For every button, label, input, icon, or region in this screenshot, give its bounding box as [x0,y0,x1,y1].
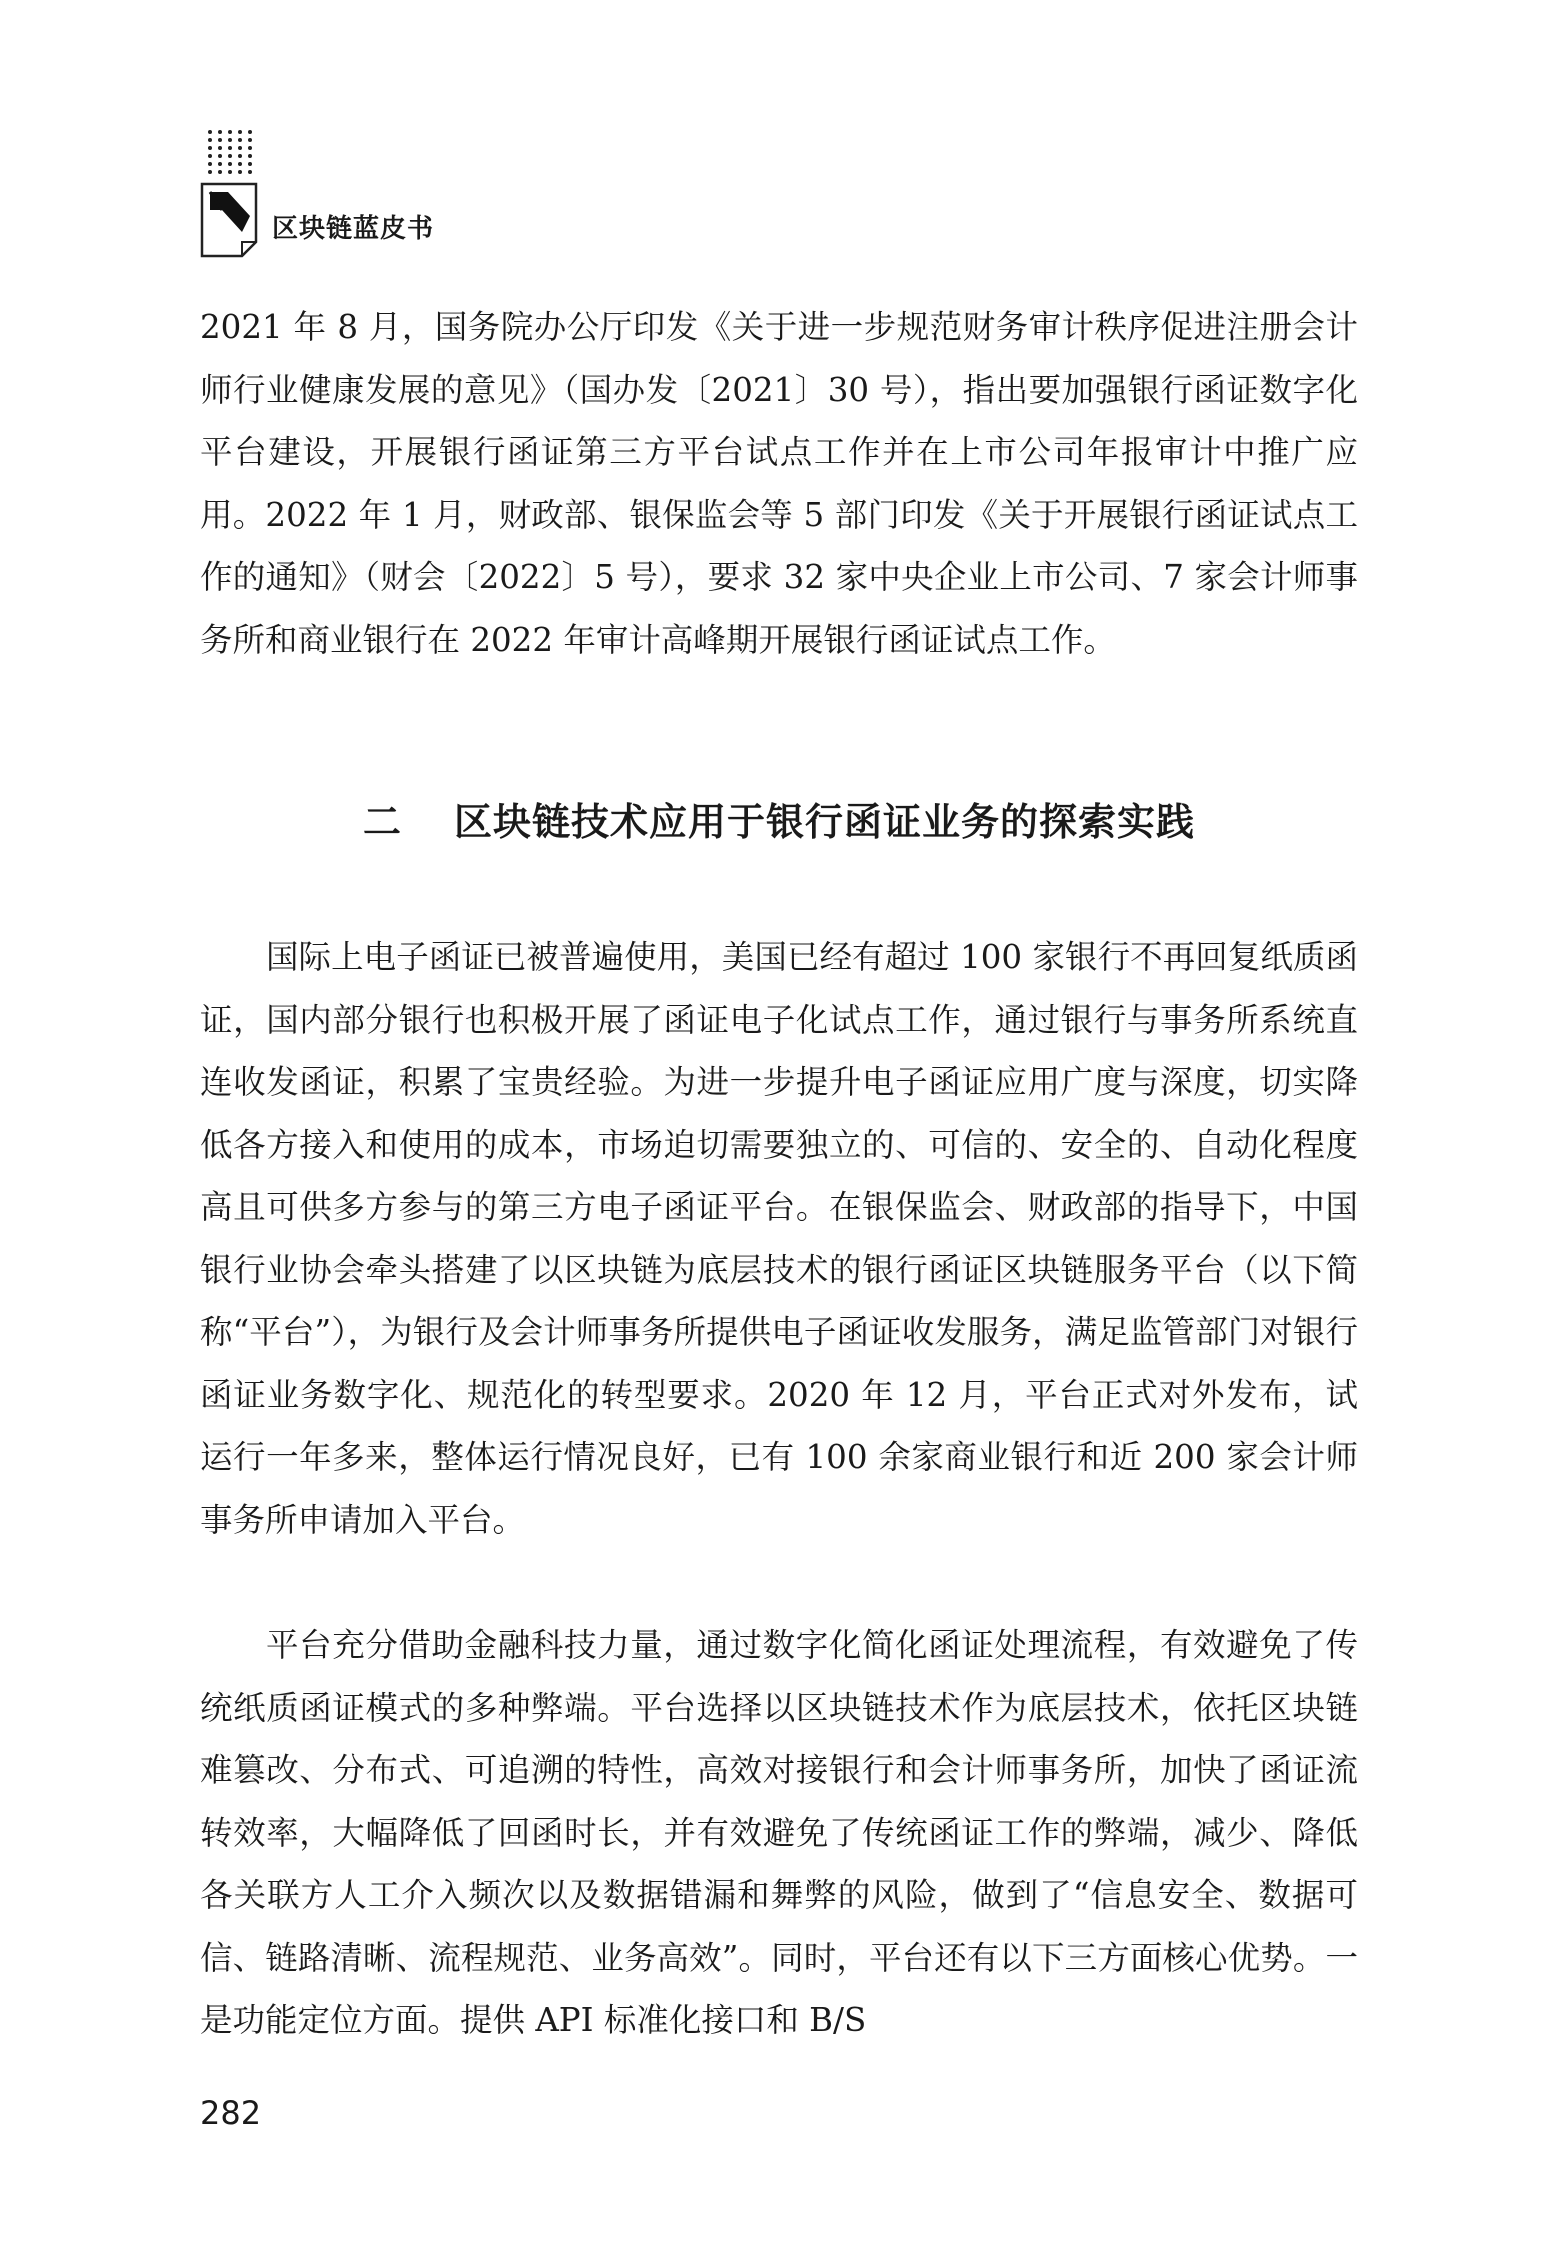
page-header [198,128,598,268]
dot-grid-ornament [206,128,258,176]
section-number: 二 [362,800,402,844]
book-corner-icon [198,180,260,260]
section-heading [200,792,1358,852]
section-title: 区块链技术应用于银行函证业务的探索实践 [454,800,1196,844]
paragraph-1: 2021 年 8 月，国务院办公厅印发《关于进一步规范财务审计秩序促进注册会计师行业健康发展的意见》（国办发〔2021〕30 号），指出要加强银行函证数字化平台建设，开展银行函证第三方平台试点工作并在上市公司年报审计中推广应用。2022 年 1 月，财政部、银保监会等 5 部门印发《关于开展银行函证试点工作的通知》（财会〔2022〕5 号），要求 32 家中央企业上市公司、7 家会计师事务所和商业银行在 2022 年审计高峰期开展银行函证试点工作。 [200,308,1358,659]
paragraph-2: 国际上电子函证已被普遍使用，美国已经有超过 100 家银行不再回复纸质函证，国内部分银行也积极开展了函证电子化试点工作，通过银行与事务所系统直连收发函证，积累了宝贵经验。为进一步提升电子函证应用广度与深度，切实降低各方接入和使用的成本，市场迫切需要独立的、可信的、安全的、自动化程度高且可供多方参与的第三方电子函证平台。在银保监会、财政部的指导下，中国银行业协会牵头搭建了以区块链为底层技术的银行函证区块链服务平台（以下简称“平台”），为银行及会计师事务所提供电子函证收发服务，满足监管部门对银行函证业务数字化、规范化的转型要求。2020 年 12 月，平台正式对外发布，试运行一年多来，整体运行情况良好，已有 100 余家商业银行和近 200 家会计师事务所申请加入平台。 [200,938,1358,1539]
paragraph-3: 平台充分借助金融科技力量，通过数字化简化函证处理流程，有效避免了传统纸质函证模式的多种弊端。平台选择以区块链技术作为底层技术，依托区块链难篡改、分布式、可追溯的特性，高效对接银行和会计师事务所，加快了函证流转效率，大幅降低了回函时长，并有效避免了传统函证工作的弊端，减少、降低各关联方人工介入频次以及数据错漏和舞弊的风险，做到了“信息安全、数据可信、链路清晰、流程规范、业务高效”。同时，平台还有以下三方面核心优势。一是功能定位方面。提供 API 标准化接口和 B/S [200,1626,1358,2039]
page-number: 282 [200,2094,262,2132]
series-title: 区块链蓝皮书 [272,214,435,244]
